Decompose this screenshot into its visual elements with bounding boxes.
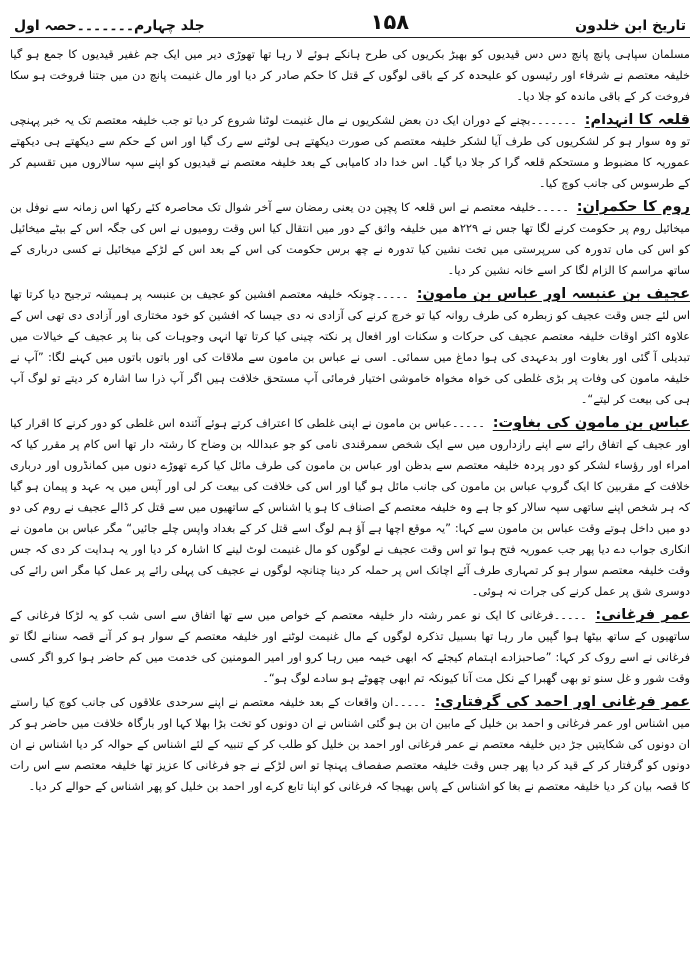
paragraph — [10, 605, 690, 689]
paragraph — [10, 284, 690, 410]
paragraph — [10, 110, 690, 194]
book-title: تاریخ ابن خلدون — [575, 18, 686, 34]
volume-label: جلد چہارم۔۔۔۔۔۔۔حصہ اول — [14, 18, 205, 34]
paragraph-text: ۔۔۔۔۔۔۔بچنے کے دوران ایک دن بعض لشکریوں نے مال غنیمت لوٹنا شروع کر دیا تو جب خلیفہ معتصم تک یہ خبر پہنچی تو وہ سوار ہو کر لشکریوں کی طرف آیا لشکر خلیفہ معتصم کی صورت دیکھتے ہی لوٹنے سے رک گیا اور اس کے حکم سے دیکھتے ہی دیکھتے عموریہ کا مضبوط و مستحکم قلعہ گرا کر جلا دیا گیا۔ اس خدا داد کامیابی کے بعد خلیفہ معتصم نے قیدیوں کو اپنے سپہ سالاروں میں تقسیم کر کے طرسوس کی جانب کوچ کیا۔ — [10, 114, 690, 190]
paragraph — [10, 197, 690, 281]
paragraph — [10, 413, 690, 602]
paragraph — [10, 692, 690, 797]
paragraph-text: ۔۔۔۔۔فرغانی کا ایک نو عمر رشتہ دار خلیفہ معتصم کے خواص میں سے تھا اتفاق سے اسی شب کو یہ لڑکا فرغانی کے ساتھیوں کے ساتھ بیٹھا ہوا گپیں مار رہا تھا بسبیل تذکرہ لوگوں کے مال غنیمت لوٹنے اور خلیفہ معتصم کے سوار ہو کر آنے قصہ سنانے لگا تو فرغانی نے اسے روک کر کہا: ”صاحبزادے اہتمام کیجئے کہ ابھی خیمہ میں رہا کرو اور امیر المومنین کی خدمت میں کم حاضر ہوا کرو اگر کسی وقت شور و غل سنو تو بھی گھبرا کے نکل مت آنا کیونکہ تم ابھی چھوٹے ہو سادے لوگ ہو“۔ — [10, 609, 690, 685]
paragraph-text: مسلمان سپاہی پانچ پانچ دس دس قیدیوں کو بھیڑ بکریوں کی طرح ہانکے ہوئے لا رہا تھا تھوڑی دیر میں ایک جم غفیر قیدیوں کا جمع ہو گیا خلیفہ معتصم نے شرفاء اور رئیسوں کو علیحدہ کر کے باقی لوگوں کے قتل کا حکم صادر کر دیا اور مال غنیمت پانچ دن میں جتنا فروخت ہو سکا فروخت کر کے باقی ماندہ کو جلا دیا۔ — [10, 48, 690, 103]
paragraph-text: ۔۔۔۔۔عباس بن مامون نے اپنی غلطی کا اعتراف کرتے ہوئے آئندہ اس غلطی کو دور کرنے کا اقرار کیا اور عجیف کے اتفاق رائے سے اپنے رازداروں میں سے ایک شخص سمرقندی نامی کو جو عبداللہ بن وضاح کا رشتہ دار تھا اس کام پر مقرر کیا کہ امراء اور رؤساء لشکر کو دور پردہ خلیفہ معتصم سے بدظن اور عباس بن مامون کی طرف مائل کیا کرے تھوڑے دنوں میں کمانڈروں اور درباری خلافت کے مقربین کا ایک گروپ عباس بن مامون کی جانب مائل ہو گیا اور اس کی خلافت کی بیعت کر لی اور آپس میں یہ عہد و پیمان ہو گیا کہ ہر شخص اپنے ساتھی سپہ سالار کو جا ہے وہ خلیفہ معتصم کے اصناف کا ہو یا اشناس کے ساتھیوں میں سے قتل کر ڈالے عجیف نے روم کی دو دو میں داخل ہوتے وقت عباس بن مامون سے کہا: ”یہ موقع اچھا ہے آؤ ہم لوگ اسے قتل کر کے بغداد واپس چلے جائیں“ مگر عباس بن مامون نے انکاری جواب دے دیا پھر جب عموریہ فتح ہوا تو اس وقت عجیف نے لوگوں کو مال غنیمت لوٹ لینے کا اشارہ کر دیا اور یہ ہدایت کر دی کہ جس وقت خلیفہ معتصم سوار ہو کر تمہاری طرف آئے اچانک اس پر حملہ کر دینا چنانچہ لوگوں نے عجیف کی پہلی رائے پر عمل کیا مگر اس رائے کی دوسری شق پر عمل کرنے کی جرات نہ ہوئی۔ — [10, 417, 690, 598]
section-heading: روم کا حکمران: — [576, 199, 691, 215]
section-heading: عباس بن مامون کی بغاوت: — [492, 415, 690, 431]
section-heading: عمر فرغانی اور احمد کی گرفتاری: — [434, 694, 691, 710]
page-body — [10, 44, 690, 797]
section-heading: قلعہ کا انہدام: — [584, 112, 690, 128]
page-header — [10, 8, 690, 38]
paragraph-text: ۔۔۔۔۔چونکہ خلیفہ معتصم افشین کو عجیف بن عنبسہ پر ہمیشہ ترجیح دیا کرتا تھا اس لئے جس وقت عجیف کو زبطرہ کی طرف روانہ کیا تو خرچ کرنے کی آزادی نہ دی جیسا کہ افشین کو خود مختاری اور آزادی دی تھی اس کے علاوہ اکثر اوقات خلیفہ معتصم عجیف کی حرکات و سکنات اور افعال پر نکتہ چینی کیا کرتا تھا انہی وجوہات کی بنا پر عجیف کے خیالات میں تبدیلی آ گئی اور بغاوت اور بدعہدی کی ہوا دماغ میں سمائی۔ اسی نے عباس بن مامون سے ملاقات کی اور باتوں باتوں میں کہنے لگا: ”آپ نے خلیفہ مامون کی وفات پر بڑی غلطی کی خواہ مخواہ خاموشی اختیار فرمائی آپ مستحق خلافت ہیں اگر آپ ذرا سا اشارہ کر دیتے تو لوگ آپ ہی کی بیعت کر لیتے“۔ — [10, 288, 690, 406]
page-number: ۱۵۸ — [370, 10, 410, 34]
paragraph-text: ۔۔۔۔۔ان واقعات کے بعد خلیفہ معتصم نے اپنے سرحدی علاقوں کی جانب کوچ کیا راستے میں اشناس اور عمر فرغانی و احمد بن خلیل کے مابین ان بن ہو گئی اشناس نے ان دونوں کو تخت بڑا بھلا کہا اور بارگاہ خلافت میں حاضر ہو کر ان دونوں کی شکایتیں جڑ دیں خلیفہ معتصم نے عمر فرغانی اور احمد بن خلیل کو طلب کر کے تنبیہ کے لئے اشناس کے حوالہ کر دیا اشناس نے ان دونوں کو گرفتار کر کے قید کر دیا پھر جس وقت خلیفہ معتصم صفصاف پہنچا تو اس لڑکے نے جو فرغانی کا عزیز تھا خلیفہ معتصم سے اس رات کا قصہ بیان کر دیا خلیفہ معتصم نے بغا کو اشناس کے پاس بھیجا کہ فرغانی کو اپنا تابع کرے اور احمد بن خلیل کو پھر اشناس کے حوالے کر دیا۔ — [10, 696, 690, 793]
paragraph — [10, 44, 690, 107]
paragraph-text: ۔۔۔۔۔خلیفہ معتصم نے اس قلعہ کا پچپن دن یعنی رمضان سے آخر شوال تک محاصرہ کئے رکھا اس زمانہ سے نوفل بن میخائیل روم پر حکومت کرنے لگا تھا جس نے ۲۲۹ھ میں خلیفہ واثق کے دور میں انتقال کیا اس وقت رومیوں نے اس کی جگہ اس کے بیٹے میخائیل کو اس کی ماں تدورہ کی سرپرستی میں تخت نشین کیا تدورہ نے چھ برس حکومت کی اس کے بعد اس کے لڑکے میخائیل نے کسی درباری کے ساتھ مراسم کا الزام لگا کر اسے خانہ نشین کر دیا۔ — [10, 201, 690, 277]
section-heading: عمر فرغانی: — [595, 607, 690, 623]
section-heading: عجیف بن عنبسہ اور عباس بن مامون: — [416, 286, 690, 302]
